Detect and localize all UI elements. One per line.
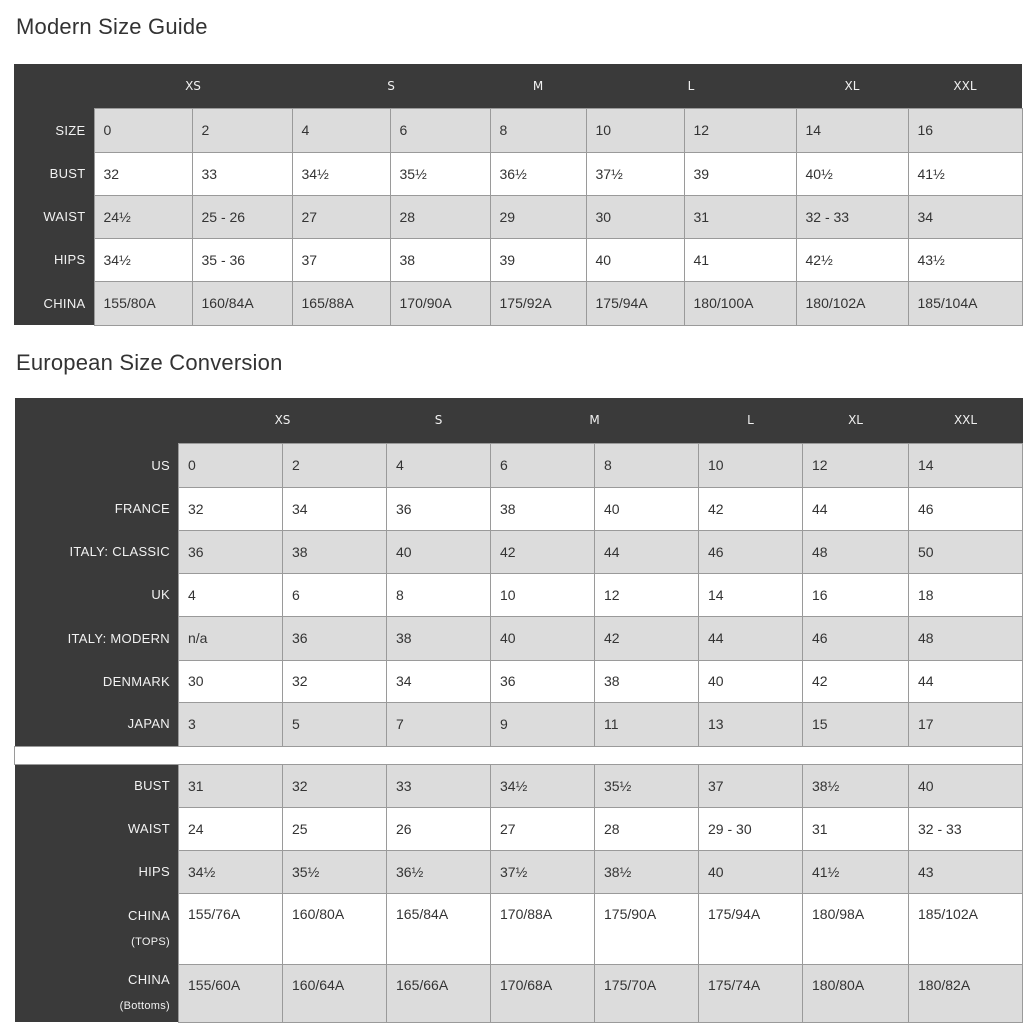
separator (15, 746, 1023, 764)
table-cell: 32 (94, 152, 192, 195)
table-cell: 46 (909, 487, 1023, 530)
size-header-xl: XL (796, 64, 908, 108)
table-cell: 12 (684, 108, 796, 152)
row-label-text: WAIST (43, 209, 86, 224)
table-cell: 6 (283, 573, 387, 616)
table-row (15, 764, 1023, 807)
table-cell: 40 (699, 850, 803, 893)
table-cell: 175/92A (490, 281, 586, 325)
table-cell: 175/94A (586, 281, 684, 325)
table-row (15, 807, 1023, 850)
modern-size-guide-title: Modern Size Guide (16, 14, 208, 39)
table-cell: 30 (179, 660, 283, 702)
table-row (15, 443, 1023, 487)
table-cell: 36 (283, 616, 387, 660)
table-cell: 36½ (387, 850, 491, 893)
table-cell: 180/98A (803, 893, 909, 964)
table-cell: 4 (292, 108, 390, 152)
table-cell: 165/84A (387, 893, 491, 964)
table-cell: 48 (803, 530, 909, 573)
table-cell: 34½ (94, 238, 192, 281)
table-cell: 27 (491, 807, 595, 850)
table-cell: 36½ (490, 152, 586, 195)
table-cell: 31 (803, 807, 909, 850)
table-row (15, 702, 1023, 746)
table-cell: 38 (283, 530, 387, 573)
row-label-text: US (151, 457, 170, 473)
row-label-text: BUST (134, 778, 170, 794)
table-row (14, 195, 1022, 238)
table-cell: 38 (491, 487, 595, 530)
table-cell: 38 (390, 238, 490, 281)
row-label-text: WAIST (127, 821, 170, 836)
table-cell: 33 (192, 152, 292, 195)
row-sublabel: (TOPS) (131, 935, 170, 948)
table-cell: 155/60A (179, 964, 283, 1022)
table-row (15, 850, 1023, 893)
table-cell: 8 (387, 573, 491, 616)
table-cell: 29 - 30 (699, 807, 803, 850)
table-row (14, 281, 1022, 325)
table-cell: 170/90A (390, 281, 490, 325)
row-label (14, 238, 94, 281)
table-cell: 15 (803, 702, 909, 746)
table-cell: 41½ (803, 850, 909, 893)
table-cell: 14 (909, 443, 1023, 487)
table-cell: 38½ (595, 850, 699, 893)
table-cell: 34 (387, 660, 491, 702)
table-cell: 10 (491, 573, 595, 616)
table-row (15, 530, 1023, 573)
table-cell: 155/76A (179, 893, 283, 964)
table-cell: 24 (179, 807, 283, 850)
table-cell: 37½ (586, 152, 684, 195)
table-cell: 185/102A (909, 893, 1023, 964)
row-label (15, 660, 179, 702)
table-cell: 26 (387, 807, 491, 850)
table-cell: 8 (595, 443, 699, 487)
table-cell: 2 (283, 443, 387, 487)
table-cell: 35 - 36 (192, 238, 292, 281)
table-cell: 14 (796, 108, 908, 152)
table-cell: 17 (909, 702, 1023, 746)
table-cell: 33 (387, 764, 491, 807)
table-row (14, 238, 1022, 281)
row-label-text: JAPAN (127, 716, 170, 732)
table-cell: 34½ (292, 152, 390, 195)
table-cell: 170/68A (491, 964, 595, 1022)
size-header-row (14, 64, 1022, 108)
table-cell: 16 (908, 108, 1022, 152)
table-cell: 28 (390, 195, 490, 238)
row-label-text: HIPS (53, 252, 86, 267)
table-cell: 36 (387, 487, 491, 530)
table-cell: 29 (490, 195, 586, 238)
table-cell: 27 (292, 195, 390, 238)
table-cell: 180/102A (796, 281, 908, 325)
size-header-m: M (491, 398, 699, 443)
row-label-text: HIPS (138, 864, 170, 879)
table-cell: 6 (390, 108, 490, 152)
table-cell: 160/64A (283, 964, 387, 1022)
table-cell: 42 (491, 530, 595, 573)
table-cell: 44 (803, 487, 909, 530)
table-cell: 175/90A (595, 893, 699, 964)
table-cell: 46 (699, 530, 803, 573)
row-label (15, 616, 179, 660)
table-cell: 10 (699, 443, 803, 487)
table-cell: 34½ (491, 764, 595, 807)
table-cell: 40 (387, 530, 491, 573)
header-corner (14, 64, 94, 108)
table-cell: 18 (909, 573, 1023, 616)
table-cell: 30 (586, 195, 684, 238)
row-label (15, 702, 179, 746)
table-cell: 37 (292, 238, 390, 281)
table-cell: 2 (192, 108, 292, 152)
table-cell: 155/80A (94, 281, 192, 325)
row-label (15, 964, 179, 1022)
table-cell: 40 (491, 616, 595, 660)
size-header-xxl: XXL (909, 398, 1023, 443)
table-cell: 40 (699, 660, 803, 702)
table-cell: 40 (586, 238, 684, 281)
table-row (15, 893, 1023, 964)
table-cell: 35½ (283, 850, 387, 893)
table-cell: 12 (803, 443, 909, 487)
table-cell: 4 (179, 573, 283, 616)
table-cell: 44 (595, 530, 699, 573)
table-cell: 13 (699, 702, 803, 746)
table-cell: 38 (387, 616, 491, 660)
table-cell: 24½ (94, 195, 192, 238)
row-label (15, 764, 179, 807)
table-cell: 7 (387, 702, 491, 746)
table-cell: 32 - 33 (909, 807, 1023, 850)
table-cell: 34½ (179, 850, 283, 893)
table-cell: 175/94A (699, 893, 803, 964)
table-cell: 37 (699, 764, 803, 807)
row-label (15, 530, 179, 573)
row-label (15, 573, 179, 616)
row-label-text: DENMARK (102, 673, 170, 689)
separator-row (15, 746, 1023, 764)
size-header-xxl: XXL (908, 64, 1022, 108)
table-cell: 12 (595, 573, 699, 616)
table-cell: 48 (909, 616, 1023, 660)
size-header-s: S (387, 398, 491, 443)
table-cell: 32 (283, 660, 387, 702)
table-cell: 32 - 33 (796, 195, 908, 238)
table-cell: 39 (490, 238, 586, 281)
table-row (14, 108, 1022, 152)
table-cell: 42 (699, 487, 803, 530)
size-header-xl: XL (803, 398, 909, 443)
table-cell: 35½ (595, 764, 699, 807)
row-label (14, 108, 94, 152)
table-cell: 35½ (390, 152, 490, 195)
row-label (15, 807, 179, 850)
row-label (15, 850, 179, 893)
table-cell: 170/88A (491, 893, 595, 964)
table-cell: 9 (491, 702, 595, 746)
row-label-text: BUST (49, 166, 86, 181)
table-cell: 44 (909, 660, 1023, 702)
modern-size-guide-table (14, 64, 1023, 326)
table-cell: 42½ (796, 238, 908, 281)
row-label-text: SIZE (55, 122, 86, 138)
table-cell: 43½ (908, 238, 1022, 281)
table-cell: 42 (803, 660, 909, 702)
european-size-conversion-title: European Size Conversion (16, 350, 283, 375)
table-row (15, 616, 1023, 660)
table-cell: 42 (595, 616, 699, 660)
row-label (15, 487, 179, 530)
table-cell: 3 (179, 702, 283, 746)
table-cell: 11 (595, 702, 699, 746)
table-cell: 32 (283, 764, 387, 807)
table-cell: 0 (94, 108, 192, 152)
table-cell: n/a (179, 616, 283, 660)
table-cell: 37½ (491, 850, 595, 893)
table-cell: 40 (595, 487, 699, 530)
table-row (14, 152, 1022, 195)
table-row (15, 660, 1023, 702)
row-label (14, 195, 94, 238)
row-label (15, 443, 179, 487)
table-cell: 36 (491, 660, 595, 702)
table-row (15, 964, 1023, 1022)
row-label-text: FRANCE (114, 501, 170, 516)
table-cell: 43 (909, 850, 1023, 893)
table-row (15, 487, 1023, 530)
size-header-m: M (490, 64, 586, 108)
table-cell: 14 (699, 573, 803, 616)
table-cell: 44 (699, 616, 803, 660)
header-corner (15, 398, 179, 443)
european-size-conversion-table (14, 398, 1023, 1023)
table-cell: 32 (179, 487, 283, 530)
table-cell: 175/70A (595, 964, 699, 1022)
table-cell: 180/100A (684, 281, 796, 325)
table-cell: 39 (684, 152, 796, 195)
table-cell: 25 (283, 807, 387, 850)
size-header-l: L (699, 398, 803, 443)
size-header-row (15, 398, 1023, 443)
table-cell: 38½ (803, 764, 909, 807)
table-cell: 34 (283, 487, 387, 530)
row-label (14, 281, 94, 325)
size-header-xs: XS (94, 64, 292, 108)
table-cell: 46 (803, 616, 909, 660)
table-cell: 41½ (908, 152, 1022, 195)
row-label-text: CHINA (128, 907, 170, 923)
size-header-l: L (586, 64, 796, 108)
size-header-xs: XS (179, 398, 387, 443)
table-cell: 10 (586, 108, 684, 152)
table-cell: 40 (909, 764, 1023, 807)
row-label-text: ITALY: CLASSIC (69, 544, 170, 559)
table-cell: 6 (491, 443, 595, 487)
table-cell: 41 (684, 238, 796, 281)
size-header-s: S (292, 64, 490, 108)
row-label (15, 893, 179, 964)
table-cell: 5 (283, 702, 387, 746)
table-cell: 4 (387, 443, 491, 487)
table-cell: 31 (179, 764, 283, 807)
table-cell: 160/84A (192, 281, 292, 325)
table-cell: 28 (595, 807, 699, 850)
table-cell: 40½ (796, 152, 908, 195)
table-cell: 36 (179, 530, 283, 573)
row-label-text: UK (151, 587, 170, 602)
table-cell: 185/104A (908, 281, 1022, 325)
table-cell: 180/82A (909, 964, 1023, 1022)
table-cell: 160/80A (283, 893, 387, 964)
table-cell: 31 (684, 195, 796, 238)
table-cell: 25 - 26 (192, 195, 292, 238)
table-cell: 34 (908, 195, 1022, 238)
table-cell: 165/66A (387, 964, 491, 1022)
table-cell: 180/80A (803, 964, 909, 1022)
row-label-text: CHINA (128, 972, 170, 987)
table-cell: 175/74A (699, 964, 803, 1022)
row-label-text: CHINA (43, 295, 86, 311)
table-cell: 38 (595, 660, 699, 702)
table-cell: 165/88A (292, 281, 390, 325)
row-sublabel: (Bottoms) (119, 1000, 170, 1012)
table-cell: 0 (179, 443, 283, 487)
table-cell: 8 (490, 108, 586, 152)
row-label (14, 152, 94, 195)
table-cell: 50 (909, 530, 1023, 573)
table-row (15, 573, 1023, 616)
row-label-text: ITALY: MODERN (67, 630, 170, 646)
table-cell: 16 (803, 573, 909, 616)
